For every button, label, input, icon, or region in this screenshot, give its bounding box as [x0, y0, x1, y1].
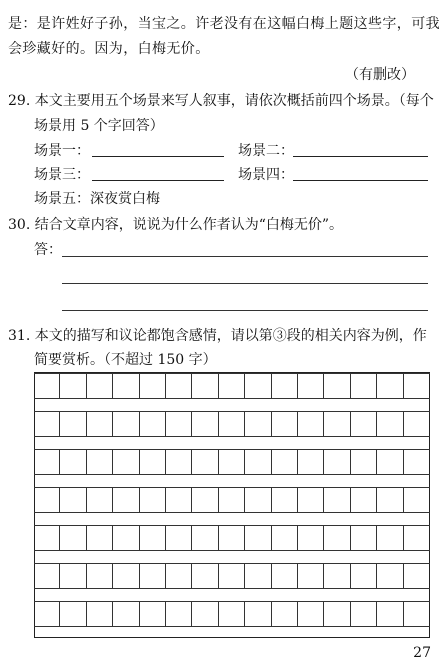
grid-cell[interactable]	[34, 412, 60, 436]
grid-cell[interactable]	[113, 450, 139, 474]
grid-cell[interactable]	[140, 374, 166, 398]
grid-cell[interactable]	[34, 374, 60, 398]
grid-cell[interactable]	[272, 526, 298, 550]
grid-cell[interactable]	[298, 526, 324, 550]
grid-cell[interactable]	[219, 488, 245, 512]
grid-cell[interactable]	[219, 526, 245, 550]
grid-cell[interactable]	[113, 564, 139, 588]
grid-cell[interactable]	[192, 602, 218, 626]
scene-1-label: 场景一：	[34, 143, 90, 159]
grid-cell[interactable]	[377, 488, 403, 512]
grid-cell[interactable]	[219, 412, 245, 436]
grid-cell[interactable]	[113, 526, 139, 550]
grid-cell[interactable]	[324, 374, 350, 398]
grid-cell[interactable]	[324, 526, 350, 550]
grid-cell[interactable]	[166, 412, 192, 436]
grid-cell[interactable]	[298, 412, 324, 436]
grid-cell[interactable]	[245, 450, 271, 474]
grid-cell[interactable]	[60, 412, 86, 436]
grid-cell[interactable]	[192, 488, 218, 512]
grid-cell[interactable]	[324, 450, 350, 474]
grid-cell[interactable]	[60, 564, 86, 588]
grid-cell[interactable]	[272, 564, 298, 588]
grid-cell[interactable]	[324, 564, 350, 588]
grid-cell[interactable]	[272, 488, 298, 512]
grid-cell[interactable]	[404, 374, 430, 398]
grid-cell[interactable]	[351, 488, 377, 512]
grid-cell[interactable]	[219, 374, 245, 398]
page-number: 27	[413, 645, 431, 661]
grid-cell[interactable]	[298, 374, 324, 398]
grid-cell[interactable]	[272, 374, 298, 398]
grid-cell[interactable]	[404, 602, 430, 626]
grid-cell[interactable]	[166, 488, 192, 512]
grid-cell[interactable]	[140, 488, 166, 512]
grid-cell[interactable]	[404, 526, 430, 550]
passage-line-1: 是：是许姓好子孙，当宝之。许老没有在这幅白梅上题这些字，可我	[8, 16, 440, 32]
grid-row[interactable]	[34, 601, 430, 627]
grid-cell[interactable]	[166, 374, 192, 398]
scene-4-blank[interactable]	[293, 180, 428, 181]
grid-cell[interactable]	[351, 602, 377, 626]
grid-cell[interactable]	[404, 488, 430, 512]
grid-cell[interactable]	[166, 450, 192, 474]
grid-cell[interactable]	[219, 450, 245, 474]
grid-cell[interactable]	[34, 488, 60, 512]
question-29-stem-line-2: 场景用 5 个字回答）	[34, 118, 164, 134]
grid-cell[interactable]	[34, 450, 60, 474]
grid-cell[interactable]	[245, 412, 271, 436]
question-31-stem-line-1: 31. 本文的描写和议论都饱含感情，请以第③段的相关内容为例，作	[8, 328, 427, 344]
grid-cell[interactable]	[34, 564, 60, 588]
grid-cell[interactable]	[140, 602, 166, 626]
grid-cell[interactable]	[87, 488, 113, 512]
scene-1-blank[interactable]	[92, 156, 224, 157]
passage-line-2: 会珍藏好的。因为，白梅无价。	[8, 41, 210, 57]
grid-cell[interactable]	[113, 412, 139, 436]
grid-row[interactable]	[34, 525, 430, 551]
scene-5-label: 场景五：	[34, 191, 90, 207]
grid-cell[interactable]	[377, 412, 403, 436]
grid-cell[interactable]	[60, 526, 86, 550]
grid-cell[interactable]	[219, 564, 245, 588]
question-29-stem-line-1: 29. 本文主要用五个场景来写人叙事，请依次概括前四个场景。（每个	[8, 93, 434, 109]
grid-row[interactable]	[34, 373, 430, 399]
grid-cell[interactable]	[351, 374, 377, 398]
scene-3-blank[interactable]	[92, 180, 224, 181]
source-note: （有删改）	[345, 67, 415, 83]
grid-cell[interactable]	[87, 412, 113, 436]
scene-2-label: 场景二：	[238, 143, 294, 159]
grid-cell[interactable]	[351, 450, 377, 474]
grid-cell[interactable]	[34, 526, 60, 550]
grid-cell[interactable]	[404, 412, 430, 436]
grid-cell[interactable]	[166, 564, 192, 588]
grid-cell[interactable]	[377, 374, 403, 398]
scene-3-label: 场景三：	[34, 167, 90, 183]
grid-cell[interactable]	[219, 602, 245, 626]
grid-cell[interactable]	[113, 374, 139, 398]
grid-cell[interactable]	[140, 564, 166, 588]
grid-cell[interactable]	[60, 374, 86, 398]
grid-cell[interactable]	[298, 564, 324, 588]
grid-cell[interactable]	[351, 412, 377, 436]
grid-cell[interactable]	[87, 450, 113, 474]
grid-cell[interactable]	[87, 526, 113, 550]
grid-cell[interactable]	[404, 450, 430, 474]
grid-cell[interactable]	[113, 488, 139, 512]
grid-cell[interactable]	[351, 564, 377, 588]
grid-row[interactable]	[34, 563, 430, 589]
question-30-answer-label: 答：	[34, 242, 62, 258]
grid-cell[interactable]	[192, 564, 218, 588]
grid-cell[interactable]	[377, 526, 403, 550]
answer-line-3[interactable]	[62, 310, 428, 311]
grid-cell[interactable]	[404, 564, 430, 588]
grid-cell[interactable]	[245, 564, 271, 588]
grid-cell[interactable]	[192, 526, 218, 550]
grid-cell[interactable]	[298, 450, 324, 474]
answer-line-2[interactable]	[62, 283, 428, 284]
grid-row[interactable]	[34, 487, 430, 513]
grid-cell[interactable]	[245, 374, 271, 398]
grid-cell[interactable]	[245, 602, 271, 626]
grid-cell[interactable]	[272, 412, 298, 436]
grid-cell[interactable]	[87, 564, 113, 588]
grid-cell[interactable]	[245, 488, 271, 512]
grid-cell[interactable]	[166, 602, 192, 626]
grid-cell[interactable]	[60, 450, 86, 474]
scene-4-label: 场景四：	[238, 167, 294, 183]
grid-cell[interactable]	[113, 602, 139, 626]
grid-cell[interactable]	[351, 526, 377, 550]
grid-cell[interactable]	[87, 602, 113, 626]
grid-cell[interactable]	[377, 564, 403, 588]
grid-cell[interactable]	[377, 450, 403, 474]
grid-cell[interactable]	[245, 526, 271, 550]
grid-cell[interactable]	[140, 526, 166, 550]
grid-cell[interactable]	[140, 412, 166, 436]
scene-2-blank[interactable]	[293, 156, 428, 157]
grid-cell[interactable]	[166, 526, 192, 550]
grid-cell[interactable]	[324, 602, 350, 626]
grid-cell[interactable]	[324, 412, 350, 436]
answer-line-1[interactable]	[62, 256, 428, 257]
grid-cell[interactable]	[140, 450, 166, 474]
grid-cell[interactable]	[272, 602, 298, 626]
grid-cell[interactable]	[298, 602, 324, 626]
grid-row[interactable]	[34, 411, 430, 437]
grid-cell[interactable]	[192, 450, 218, 474]
grid-cell[interactable]	[272, 450, 298, 474]
grid-cell[interactable]	[60, 488, 86, 512]
grid-cell[interactable]	[324, 488, 350, 512]
grid-cell[interactable]	[192, 412, 218, 436]
grid-cell[interactable]	[298, 488, 324, 512]
grid-cell[interactable]	[377, 602, 403, 626]
grid-cell[interactable]	[34, 602, 60, 626]
grid-cell[interactable]	[192, 374, 218, 398]
grid-row[interactable]	[34, 449, 430, 475]
question-31-stem-line-2: 简要赏析。（不超过 150 字）	[34, 352, 217, 368]
scene-5-answer: 深夜赏白梅	[90, 191, 160, 207]
grid-cell[interactable]	[87, 374, 113, 398]
grid-cell[interactable]	[60, 602, 86, 626]
question-30-stem: 30. 结合文章内容，说说为什么作者认为“白梅无价”。	[8, 217, 344, 233]
